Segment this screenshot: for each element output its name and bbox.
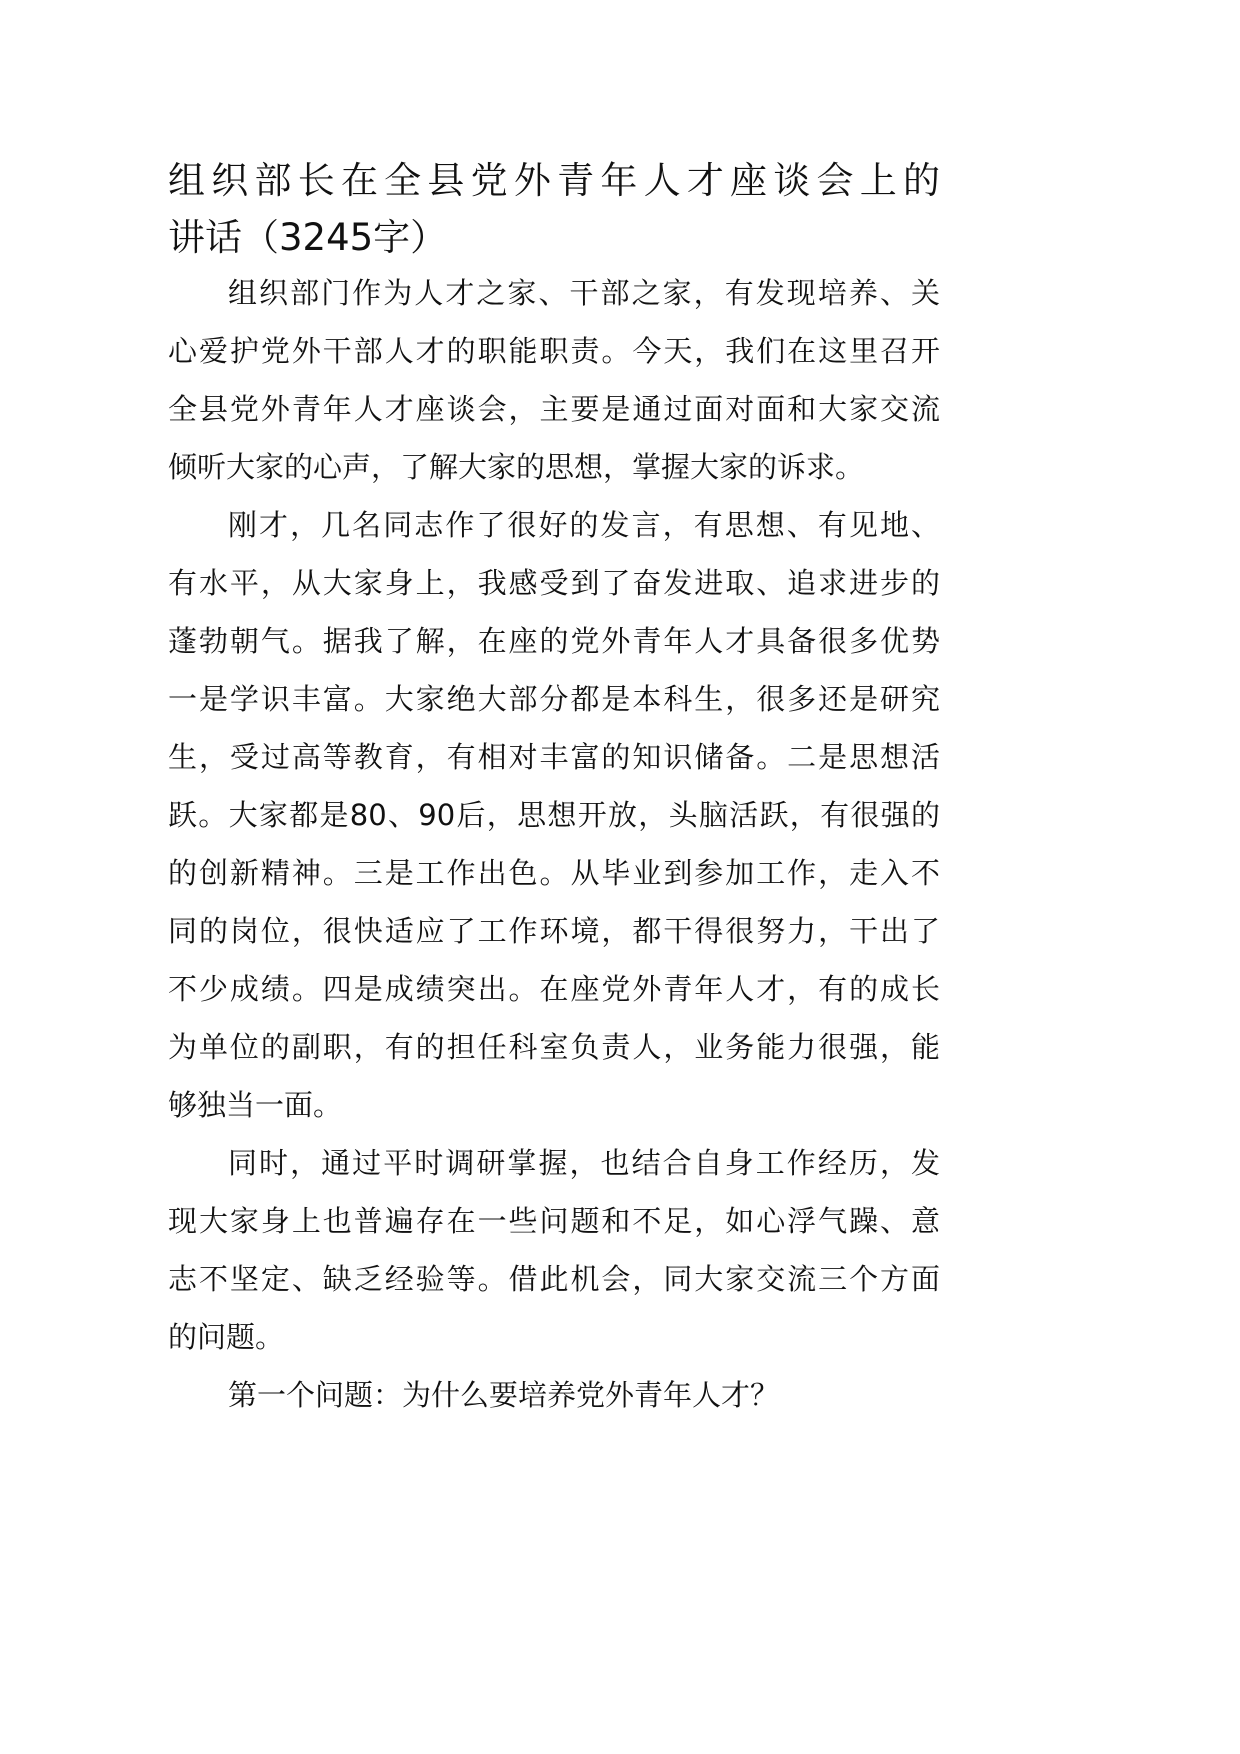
paragraph-line: 组织部门作为人才之家、干部之家，有发现培养、关 (228, 276, 940, 310)
paragraph-line: 蓬勃朝气。据我了解，在座的党外青年人才具备很多优势 (168, 624, 940, 658)
paragraph (168, 1366, 940, 1424)
paragraph (168, 1134, 940, 1366)
paragraph-line: 心爱护党外干部人才的职能职责。今天，我们在这里召开 (168, 334, 940, 368)
title-line: 讲话（3245字） (168, 216, 448, 259)
paragraph-line: 不少成绩。四是成绩突出。在座党外青年人才，有的成长 (168, 972, 940, 1006)
paragraph-line: 全县党外青年人才座谈会，主要是通过面对面和大家交流 (168, 392, 940, 426)
paragraph-line: 有水平，从大家身上，我感受到了奋发进取、追求进步的 (168, 566, 940, 600)
paragraph-line: 志不坚定、缺乏经验等。借此机会，同大家交流三个方面 (168, 1262, 940, 1296)
paragraph-line: 同的岗位，很快适应了工作环境，都干得很努力，干出了 (168, 914, 940, 948)
paragraph-line: 倾听大家的心声，了解大家的思想，掌握大家的诉求。 (168, 450, 865, 484)
paragraph-line: 生，受过高等教育，有相对丰富的知识储备。二是思想活 (168, 740, 940, 774)
paragraph (168, 264, 940, 496)
paragraph-line: 的问题。 (168, 1320, 285, 1354)
paragraph-line: 一是学识丰富。大家绝大部分都是本科生，很多还是研究 (168, 682, 940, 716)
paragraph-line: 够独当一面。 (168, 1088, 343, 1122)
paragraph-line: 刚才，几名同志作了很好的发言，有思想、有见地、 (228, 508, 940, 542)
document-title (168, 152, 940, 266)
document-body (168, 264, 940, 1424)
paragraph-line: 第一个问题：为什么要培养党外青年人才？ (228, 1378, 780, 1412)
paragraph-line: 同时，通过平时调研掌握，也结合自身工作经历，发 (228, 1146, 940, 1180)
paragraph-line: 现大家身上也普遍存在一些问题和不足，如心浮气躁、意 (168, 1204, 940, 1238)
paragraph-line: 跃。大家都是80、90后，思想开放，头脑活跃，有很强的 (168, 798, 940, 832)
paragraph-line: 为单位的副职，有的担任科室负责人，业务能力很强，能 (168, 1030, 940, 1064)
paragraph (168, 496, 940, 1134)
paragraph-line: 的创新精神。三是工作出色。从毕业到参加工作，走入不 (168, 856, 940, 890)
title-line: 组织部长在全县党外青年人才座谈会上的 (168, 159, 940, 202)
